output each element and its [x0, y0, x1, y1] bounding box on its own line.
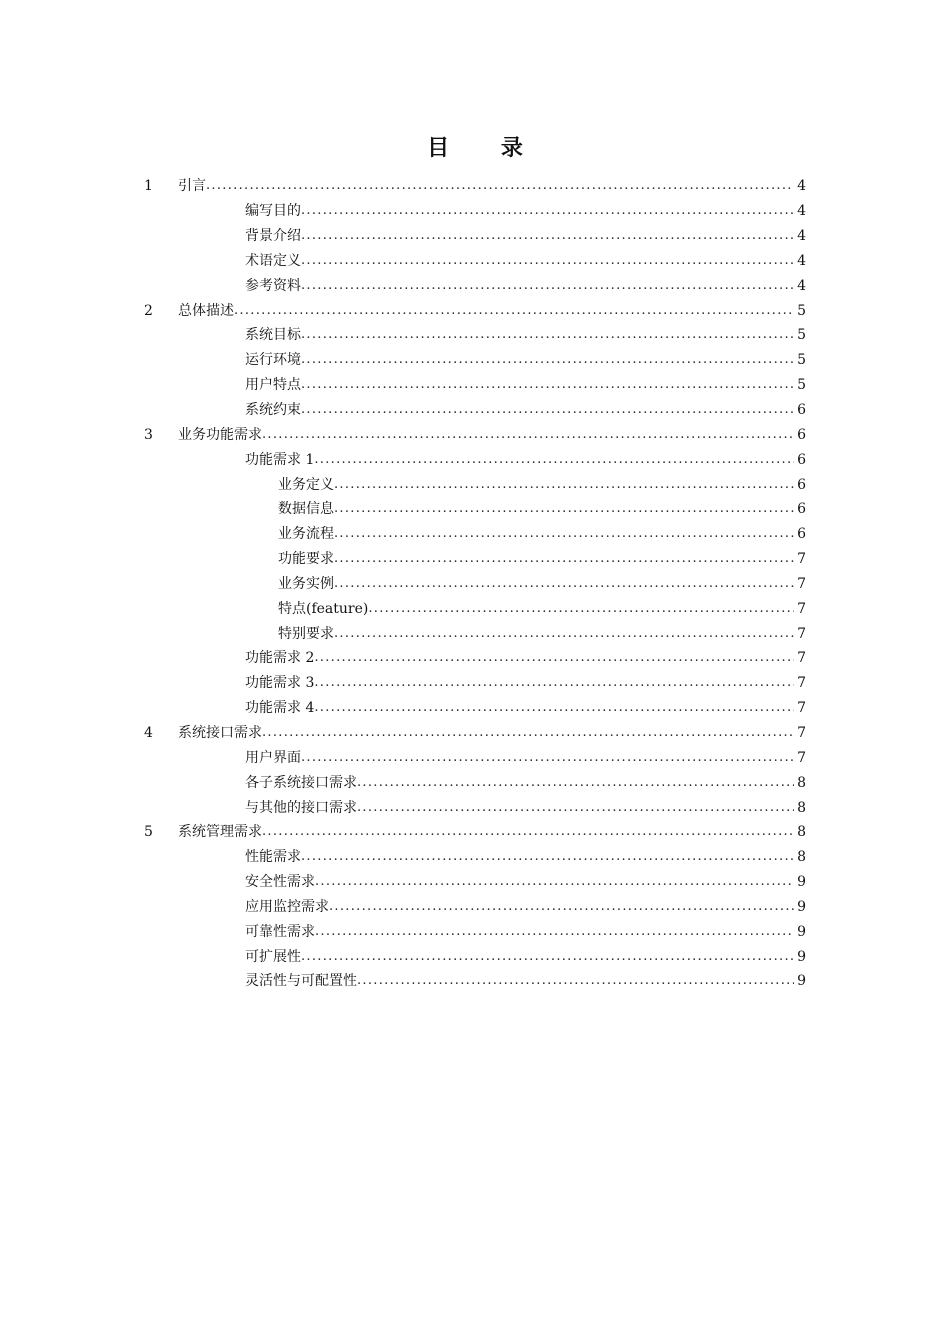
toc-entry-title: 功能需求 2 — [245, 650, 315, 667]
toc-leader-dots — [301, 945, 794, 969]
toc-entry[interactable] — [144, 199, 806, 224]
toc-entry-number: 4 — [144, 724, 153, 741]
toc-entry-page: 9 — [797, 923, 806, 940]
toc-entry-page: 5 — [797, 327, 806, 344]
toc-entry-title: 用户界面 — [245, 749, 301, 766]
toc-entry[interactable] — [144, 745, 806, 770]
toc-entry[interactable] — [144, 770, 806, 795]
toc-entry[interactable] — [144, 671, 806, 696]
toc-entry-page: 9 — [797, 973, 806, 990]
toc-entry-page: 7 — [797, 551, 806, 568]
toc-entry-page: 8 — [797, 824, 806, 841]
toc-entry-page: 4 — [797, 203, 806, 220]
toc-leader-dots — [314, 448, 794, 472]
toc-entry[interactable] — [144, 795, 806, 820]
toc-entry-title: 特点(feature) — [278, 600, 369, 617]
toc-entry-title: 安全性需求 — [245, 874, 315, 891]
toc-entry[interactable] — [144, 547, 806, 572]
toc-entry-title: 应用监控需求 — [245, 898, 329, 915]
toc-entry[interactable] — [144, 572, 806, 597]
toc-entry-page: 6 — [797, 402, 806, 419]
toc-entry-page: 4 — [797, 178, 806, 195]
toc-entry-title: 功能需求 3 — [245, 675, 315, 692]
toc-leader-dots — [314, 671, 794, 695]
toc-entry-number: 5 — [144, 824, 153, 841]
toc-entry-page: 7 — [797, 724, 806, 741]
toc-leader-dots — [357, 771, 794, 795]
toc-leader-dots — [357, 796, 794, 820]
toc-entry[interactable] — [144, 348, 806, 373]
toc-entry[interactable] — [144, 497, 806, 522]
toc-entry-title: 业务实例 — [278, 575, 334, 592]
toc-entry[interactable] — [144, 174, 806, 199]
toc-entry-title: 编写目的 — [245, 203, 301, 220]
toc-leader-dots — [301, 199, 794, 223]
toc-entry-page: 4 — [797, 228, 806, 245]
toc-entry-title: 背景介绍 — [245, 228, 301, 245]
toc-leader-dots — [301, 398, 794, 422]
toc-entry-title: 功能要求 — [278, 551, 334, 568]
toc-leader-dots — [301, 274, 794, 298]
toc-entry-title: 功能需求 4 — [245, 700, 315, 717]
toc-entry[interactable] — [144, 845, 806, 870]
toc-entry-title: 引言 — [178, 178, 206, 195]
toc-leader-dots — [301, 323, 794, 347]
toc-entry-page: 7 — [797, 749, 806, 766]
toc-entry-page: 6 — [797, 476, 806, 493]
toc-leader-dots — [315, 870, 794, 894]
toc-leader-dots — [301, 348, 794, 372]
toc-leader-dots — [262, 820, 794, 844]
toc-entry-number: 3 — [144, 426, 153, 443]
toc-leader-dots — [334, 522, 794, 546]
toc-entry-title: 参考资料 — [245, 277, 301, 294]
toc-entry-page: 8 — [797, 849, 806, 866]
toc-entry[interactable] — [144, 969, 806, 994]
toc-leader-dots — [262, 423, 794, 447]
toc-entry-page: 4 — [797, 277, 806, 294]
toc-entry[interactable] — [144, 472, 806, 497]
toc-entry[interactable] — [144, 870, 806, 895]
toc-entry[interactable] — [144, 721, 806, 746]
toc-entry-page: 7 — [797, 700, 806, 717]
toc-entry-title: 可靠性需求 — [245, 923, 315, 940]
toc-entry[interactable] — [144, 373, 806, 398]
toc-leader-dots — [301, 845, 794, 869]
toc-entry-page: 4 — [797, 252, 806, 269]
toc-entry-page: 5 — [797, 352, 806, 369]
toc-entry-title: 数据信息 — [278, 501, 334, 518]
toc-leader-dots — [329, 895, 794, 919]
toc-leader-dots — [301, 373, 794, 397]
toc-entry-number: 2 — [144, 302, 153, 319]
toc-entry-title: 用户特点 — [245, 377, 301, 394]
toc-entry-title: 系统接口需求 — [178, 724, 262, 741]
toc-leader-dots — [301, 746, 794, 770]
toc-leader-dots — [206, 174, 794, 198]
toc-entry-title: 可扩展性 — [245, 948, 301, 965]
toc-entry[interactable] — [144, 273, 806, 298]
toc-leader-dots — [315, 920, 794, 944]
toc-entry[interactable] — [144, 398, 806, 423]
toc-entry[interactable] — [144, 224, 806, 249]
toc-entry[interactable] — [144, 447, 806, 472]
toc-leader-dots — [301, 224, 794, 248]
toc-entry-title: 系统约束 — [245, 402, 301, 419]
toc-entry-title: 业务功能需求 — [178, 426, 262, 443]
toc-entry[interactable] — [144, 522, 806, 547]
toc-entry-title: 性能需求 — [245, 849, 301, 866]
toc-entry-page: 6 — [797, 526, 806, 543]
toc-entry[interactable] — [144, 944, 806, 969]
toc-entry-page: 5 — [797, 377, 806, 394]
toc-entry-title: 各子系统接口需求 — [245, 774, 357, 791]
toc-entry[interactable] — [144, 696, 806, 721]
toc-entry[interactable] — [144, 919, 806, 944]
toc-entry-title: 术语定义 — [245, 252, 301, 269]
toc-entry[interactable] — [144, 646, 806, 671]
toc-entry-page: 7 — [797, 575, 806, 592]
toc-entry-title: 特别要求 — [278, 625, 334, 642]
toc-entry-page: 6 — [797, 426, 806, 443]
toc-entry-title: 系统管理需求 — [178, 824, 262, 841]
toc-leader-dots — [301, 249, 794, 273]
table-of-contents — [144, 174, 806, 994]
toc-leader-dots — [314, 646, 794, 670]
toc-entry-title: 总体描述 — [178, 302, 234, 319]
toc-entry[interactable] — [144, 596, 806, 621]
toc-entry-title: 运行环境 — [245, 352, 301, 369]
toc-entry-page: 6 — [797, 451, 806, 468]
toc-entry[interactable] — [144, 894, 806, 919]
toc-leader-dots — [262, 721, 794, 745]
toc-entry-title: 业务定义 — [278, 476, 334, 493]
toc-leader-dots — [368, 597, 794, 621]
toc-entry-title: 功能需求 1 — [245, 451, 315, 468]
toc-leader-dots — [334, 473, 794, 497]
toc-entry[interactable] — [144, 820, 806, 845]
toc-entry[interactable] — [144, 422, 806, 447]
toc-entry-number: 1 — [144, 178, 153, 195]
toc-leader-dots — [334, 497, 794, 521]
toc-entry[interactable] — [144, 323, 806, 348]
toc-entry-page: 8 — [797, 799, 806, 816]
toc-entry-page: 7 — [797, 600, 806, 617]
toc-entry-title: 与其他的接口需求 — [245, 799, 357, 816]
toc-entry-title: 灵活性与可配置性 — [245, 973, 357, 990]
toc-entry[interactable] — [144, 621, 806, 646]
toc-entry-page: 7 — [797, 625, 806, 642]
toc-title: 目 录 — [427, 135, 545, 161]
toc-entry-page: 9 — [797, 898, 806, 915]
toc-leader-dots — [334, 572, 794, 596]
toc-entry-title: 业务流程 — [278, 526, 334, 543]
toc-entry-page: 7 — [797, 675, 806, 692]
toc-entry-page: 9 — [797, 948, 806, 965]
toc-entry[interactable] — [144, 298, 806, 323]
toc-leader-dots — [334, 547, 794, 571]
toc-entry-page: 6 — [797, 501, 806, 518]
toc-entry-title: 系统目标 — [245, 327, 301, 344]
toc-entry-page: 8 — [797, 774, 806, 791]
toc-entry[interactable] — [144, 249, 806, 274]
toc-entry-page: 7 — [797, 650, 806, 667]
toc-leader-dots — [334, 622, 794, 646]
toc-leader-dots — [234, 299, 794, 323]
toc-entry-page: 5 — [797, 302, 806, 319]
toc-leader-dots — [357, 969, 794, 993]
toc-entry-page: 9 — [797, 874, 806, 891]
toc-leader-dots — [314, 696, 794, 720]
